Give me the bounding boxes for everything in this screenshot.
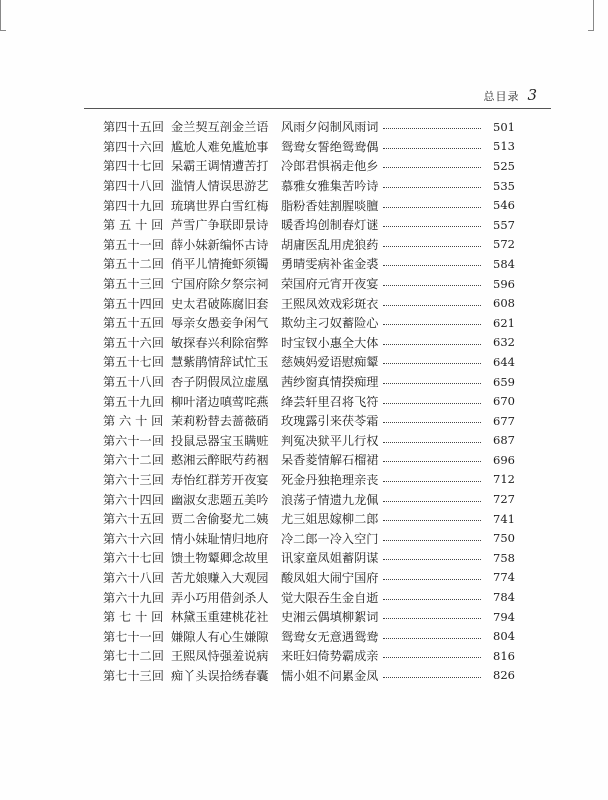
toc-entry	[103, 195, 515, 215]
chapter-number: 第六十五回	[103, 512, 164, 527]
chapter-title-first-line: 情小妹耻情归地府	[171, 531, 269, 546]
page-number: 677	[493, 413, 515, 428]
chapter-number: 第五十四回	[103, 296, 164, 311]
chapter-title-second-line: 王熙凤效戏彩斑衣	[281, 296, 379, 311]
toc-entry	[103, 156, 515, 176]
chapter-title-first-line: 憨湘云醉眠芍药裀	[171, 453, 269, 468]
page-number: 758	[493, 550, 515, 565]
chapter-title-first-line: 俏平儿情掩虾须镯	[171, 257, 269, 272]
chapter-title-first-line: 王熙凤恃强羞说病	[171, 649, 269, 664]
chapter-number: 第六十三回	[103, 472, 164, 487]
dot-leader	[383, 128, 482, 129]
page-number: 687	[493, 433, 515, 448]
toc-entry	[103, 235, 515, 255]
crop-mark-top-left-tick	[0, 30, 6, 31]
chapter-number: 第六十六回	[103, 531, 164, 546]
page-number: 826	[493, 668, 515, 683]
dot-leader	[383, 324, 482, 325]
chapter-title-second-line: 冷二郎一冷入空门	[281, 531, 379, 546]
toc-entry	[103, 548, 515, 568]
chapter-title-first-line: 慧紫鹃情辞试忙玉	[171, 355, 269, 370]
chapter-number: 第五十三回	[103, 277, 164, 292]
chapter-title-first-line: 投鼠忌器宝玉瞒赃	[171, 433, 269, 448]
chapter-title-first-line: 宁国府除夕祭宗祠	[171, 277, 269, 292]
dot-leader	[383, 599, 482, 600]
toc-entry	[103, 509, 515, 529]
dot-leader	[383, 442, 482, 443]
page-number: 535	[493, 178, 515, 193]
chapter-title-first-line: 弄小巧用借剑杀人	[171, 590, 269, 605]
page-number: 741	[493, 511, 515, 526]
page-number: 696	[493, 452, 515, 467]
dot-leader	[383, 461, 482, 462]
dot-leader	[383, 207, 482, 208]
chapter-title-first-line: 滥情人情误思游艺	[171, 179, 269, 194]
page-number: 557	[493, 217, 515, 232]
page-number: 774	[493, 570, 515, 585]
chapter-number: 第四十六回	[103, 139, 164, 154]
dot-leader	[383, 167, 482, 168]
crop-mark-top-right-tick	[588, 30, 594, 31]
toc-entry	[103, 568, 515, 588]
chapter-title-first-line: 苦尤娘赚入大观园	[171, 570, 269, 585]
chapter-title-first-line: 史太君破陈腐旧套	[171, 296, 269, 311]
chapter-number: 第四十八回	[103, 179, 164, 194]
page-number: 804	[493, 629, 515, 644]
chapter-title-first-line: 嫌隙人有心生嫌隙	[171, 629, 269, 644]
chapter-title-second-line: 勇晴雯病补雀金裘	[281, 257, 379, 272]
chapter-title-second-line: 风雨夕闷制风雨词	[281, 120, 379, 135]
chapter-number: 第五十九回	[103, 394, 164, 409]
chapter-title-first-line: 呆霸王调情遭苦打	[171, 159, 269, 174]
toc-entry	[103, 254, 515, 274]
chapter-title-second-line: 时宝钗小惠全大体	[281, 335, 379, 350]
page-number: 632	[493, 335, 515, 350]
chapter-title-second-line: 脂粉香娃割腥啖膻	[281, 198, 379, 213]
header-page-number: 3	[527, 86, 538, 104]
chapter-title-second-line: 慈姨妈爱语慰痴颦	[281, 355, 379, 370]
chapter-title-second-line: 懦小姐不问累金凤	[281, 668, 379, 683]
dot-leader	[383, 579, 482, 580]
toc-entry	[103, 607, 515, 627]
page-number: 608	[493, 296, 515, 311]
chapter-number: 第五十六回	[103, 335, 164, 350]
toc-entry	[103, 215, 515, 235]
chapter-title-second-line: 判冤决狱平儿行权	[281, 433, 379, 448]
toc-entry	[103, 626, 515, 646]
chapter-number: 第四十九回	[103, 198, 164, 213]
chapter-title-second-line: 鸳鸯女誓绝鸳鸯偶	[281, 139, 379, 154]
toc-entry	[103, 470, 515, 490]
chapter-title-first-line: 尴尬人难免尴尬事	[171, 139, 269, 154]
crop-mark-top-right	[587, 0, 594, 30]
running-header	[483, 86, 538, 104]
toc-entry	[103, 313, 515, 333]
chapter-title-second-line: 胡庸医乱用虎狼药	[281, 237, 379, 252]
dot-leader	[383, 520, 482, 521]
chapter-title-first-line: 馈土物颦卿念故里	[171, 551, 269, 566]
chapter-number: 第七十二回	[103, 649, 164, 664]
dot-leader	[383, 501, 482, 502]
toc-entry	[103, 333, 515, 353]
chapter-title-first-line: 寿怡红群芳开夜宴	[171, 472, 269, 487]
chapter-title-first-line: 林黛玉重建桃花社	[171, 610, 269, 625]
chapter-title-second-line: 荣国府元宵开夜宴	[281, 277, 379, 292]
chapter-number: 第四十七回	[103, 159, 164, 174]
chapter-number: 第五十八回	[103, 375, 164, 390]
dot-leader	[383, 638, 482, 639]
chapter-title-first-line: 杏子阴假凤泣虚凰	[171, 375, 269, 390]
chapter-number: 第五十五回	[103, 316, 164, 331]
page-number: 644	[493, 354, 515, 369]
chapter-title-second-line: 觉大限吞生金自逝	[281, 590, 379, 605]
dot-leader	[383, 403, 482, 404]
dot-leader	[383, 148, 482, 149]
dot-leader	[383, 618, 482, 619]
chapter-title-second-line: 浪荡子情遗九龙佩	[281, 492, 379, 507]
toc-entry	[103, 391, 515, 411]
page-number: 584	[493, 256, 515, 271]
chapter-number: 第六十九回	[103, 590, 164, 605]
chapter-title-second-line: 死金丹独艳理亲丧	[281, 472, 379, 487]
dot-leader	[383, 559, 482, 560]
toc-entry	[103, 646, 515, 666]
dot-leader	[383, 305, 482, 306]
chapter-number: 第六十八回	[103, 570, 164, 585]
chapter-number: 第五十一回	[103, 237, 164, 252]
chapter-title-second-line: 茜纱窗真情揆痴理	[281, 375, 379, 390]
chapter-title-first-line: 辱亲女愚妾争闲气	[171, 316, 269, 331]
chapter-title-first-line: 茉莉粉替去蔷薇硝	[171, 414, 269, 429]
table-of-contents	[103, 117, 515, 685]
page-number: 784	[493, 590, 515, 605]
toc-entry	[103, 411, 515, 431]
chapter-number: 第七十一回	[103, 629, 164, 644]
page-number: 816	[493, 648, 515, 663]
chapter-number: 第六十二回	[103, 453, 164, 468]
toc-entry	[103, 352, 515, 372]
chapter-title-first-line: 琉璃世界白雪红梅	[171, 198, 269, 213]
page-number: 727	[493, 492, 515, 507]
chapter-title-second-line: 绛芸轩里召将飞符	[281, 394, 379, 409]
chapter-title-first-line: 敏探春兴利除宿弊	[171, 335, 269, 350]
page-number: 794	[493, 609, 515, 624]
chapter-number: 第四十五回	[103, 120, 164, 135]
chapter-title-second-line: 酸凤姐大闹宁国府	[281, 570, 379, 585]
chapter-title-second-line: 冷郎君惧祸走他乡	[281, 159, 379, 174]
chapter-title-second-line: 欺幼主刁奴蓄险心	[281, 316, 379, 331]
chapter-title-first-line: 金兰契互剖金兰语	[171, 120, 269, 135]
dot-leader	[383, 657, 482, 658]
chapter-title-first-line: 贾二舍偷娶尤二姨	[171, 512, 269, 527]
page-number: 621	[493, 315, 515, 330]
dot-leader	[383, 265, 482, 266]
dot-leader	[383, 540, 482, 541]
chapter-title-first-line: 薛小妹新编怀古诗	[171, 237, 269, 252]
chapter-number: 第六十四回	[103, 492, 164, 507]
chapter-title-second-line: 玫瑰露引来茯苓霜	[281, 414, 379, 429]
chapter-title-second-line: 尤三姐思嫁柳二郎	[281, 512, 379, 527]
chapter-number: 第 七 十 回	[103, 610, 164, 625]
dot-leader	[383, 481, 482, 482]
chapter-number: 第 六 十 回	[103, 414, 164, 429]
chapter-title-second-line: 讯家童凤姐蓄阴谋	[281, 551, 379, 566]
dot-leader	[383, 187, 482, 188]
page-number: 525	[493, 158, 515, 173]
toc-entry	[103, 293, 515, 313]
chapter-number: 第七十三回	[103, 668, 164, 683]
chapter-number: 第六十七回	[103, 551, 164, 566]
toc-entry	[103, 489, 515, 509]
chapter-title-second-line: 来旺妇倚势霸成亲	[281, 649, 379, 664]
chapter-number: 第五十七回	[103, 355, 164, 370]
chapter-title-first-line: 幽淑女悲题五美吟	[171, 492, 269, 507]
toc-entry	[103, 176, 515, 196]
page-number: 501	[493, 119, 515, 134]
chapter-title-second-line: 鸳鸯女无意遇鸳鸯	[281, 629, 379, 644]
dot-leader	[383, 677, 482, 678]
toc-entry	[103, 137, 515, 157]
chapter-title-first-line: 芦雪广争联即景诗	[171, 218, 269, 233]
chapter-number: 第 五 十 回	[103, 218, 164, 233]
header-title: 总目录	[483, 90, 520, 103]
crop-mark-top-left	[0, 0, 7, 30]
page-number: 513	[493, 139, 515, 154]
page-number: 670	[493, 394, 515, 409]
header-rule	[84, 108, 551, 109]
chapter-title-first-line: 痴丫头误拾绣春囊	[171, 668, 269, 683]
dot-leader	[383, 246, 482, 247]
page-number: 712	[493, 472, 515, 487]
page-number: 596	[493, 276, 515, 291]
dot-leader	[383, 422, 482, 423]
dot-leader	[383, 363, 482, 364]
page-number: 750	[493, 531, 515, 546]
dot-leader	[383, 344, 482, 345]
toc-entry	[103, 117, 515, 137]
chapter-title-second-line: 史湘云偶填柳絮词	[281, 610, 379, 625]
toc-entry	[103, 666, 515, 686]
toc-entry	[103, 372, 515, 392]
page-number: 546	[493, 198, 515, 213]
toc-entry	[103, 587, 515, 607]
toc-entry	[103, 431, 515, 451]
chapter-title-second-line: 暖香坞创制春灯谜	[281, 218, 379, 233]
chapter-number: 第六十一回	[103, 433, 164, 448]
dot-leader	[383, 285, 482, 286]
dot-leader	[383, 226, 482, 227]
dot-leader	[383, 383, 482, 384]
chapter-title-first-line: 柳叶渚边嗔莺咤燕	[171, 394, 269, 409]
chapter-number: 第五十二回	[103, 257, 164, 272]
chapter-title-second-line: 慕雅女雅集苦吟诗	[281, 179, 379, 194]
toc-entry	[103, 450, 515, 470]
chapter-title-second-line: 呆香菱情解石榴裙	[281, 453, 379, 468]
toc-entry	[103, 274, 515, 294]
toc-entry	[103, 528, 515, 548]
page-number: 572	[493, 237, 515, 252]
page-number: 659	[493, 374, 515, 389]
